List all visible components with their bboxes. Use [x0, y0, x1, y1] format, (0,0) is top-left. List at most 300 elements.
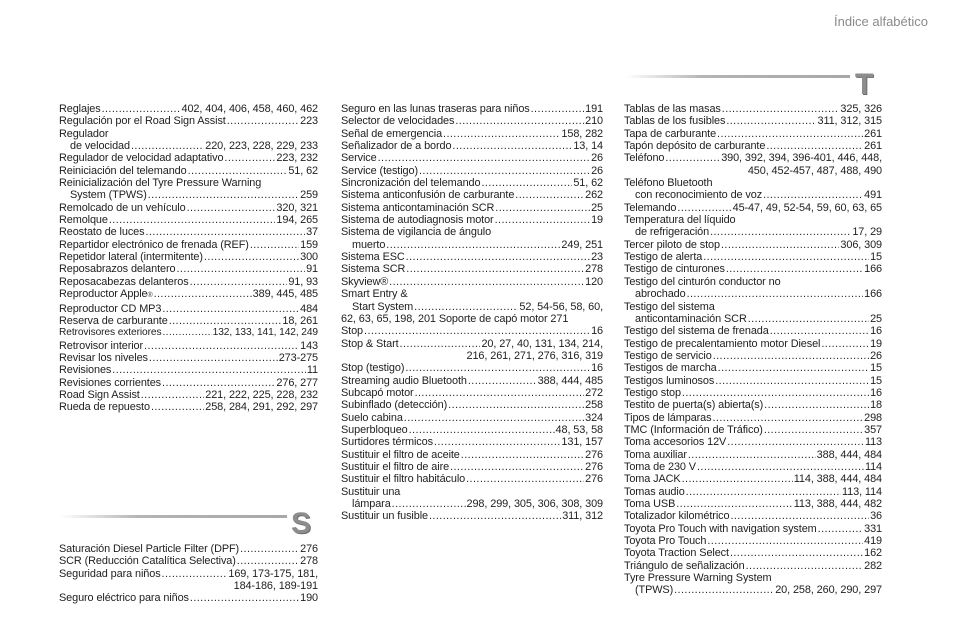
leader-dots: [151, 401, 204, 413]
index-line: [59, 251, 318, 263]
index-term: TMC (Información de Tráfico): [624, 423, 763, 436]
index-term: Repartidor electrónico de frenada (REF): [59, 238, 249, 251]
page-numbers: 221, 222, 225, 228, 232: [205, 388, 318, 401]
index-term: Testigo de precalentamiento motor Diesel: [624, 337, 821, 350]
leader-dots: [190, 276, 288, 288]
index-line: [341, 115, 603, 127]
index-entry: [624, 338, 882, 350]
index-line: [59, 152, 318, 164]
index-line: [624, 338, 882, 350]
index-term: Toma de 230 V: [624, 460, 696, 473]
index-term: Reglajes: [59, 103, 101, 115]
page-numbers: 15: [870, 374, 882, 387]
index-term: Testigo del cinturón conductor no: [624, 275, 781, 288]
index-line: [624, 350, 882, 362]
index-entry: [341, 263, 603, 275]
index-line: [624, 436, 882, 448]
index-line: [624, 128, 882, 140]
index-term: Regulación por el Road Sign Assist: [59, 115, 226, 128]
index-entry: [341, 387, 603, 399]
index-term: Seguro eléctrico para niños: [59, 592, 189, 605]
index-entry: [624, 486, 882, 498]
leader-dots: [409, 424, 555, 436]
page-numbers: 223, 232: [276, 152, 318, 165]
index-term: Selector de velocidades: [341, 115, 455, 128]
page-numbers: 249, 251: [561, 238, 603, 251]
page-numbers: 298, 299, 305, 306, 308, 309: [466, 498, 603, 510]
page-numbers: 20, 27, 40, 131, 134, 214,: [481, 337, 603, 350]
index-line: [624, 412, 882, 424]
leader-dots: [515, 189, 584, 201]
page-numbers: 51, 62: [573, 177, 603, 190]
index-line: [59, 364, 318, 376]
index-line: [624, 189, 882, 201]
page-numbers: 36: [870, 510, 882, 523]
index-term: Revisiones: [59, 364, 112, 377]
index-entry: [624, 523, 882, 535]
index-entry: [624, 572, 882, 597]
index-subterm: muerto: [352, 238, 386, 251]
page-numbers: 159: [300, 238, 318, 251]
index-term: Suelo cabina: [341, 411, 403, 424]
leader-dots: [415, 387, 585, 399]
index-line: [341, 412, 603, 424]
index-term: Rueda de repuesto: [59, 401, 150, 414]
index-entry: [59, 202, 318, 214]
leader-dots: [818, 523, 863, 535]
leader-dots: [703, 251, 869, 263]
index-line: [341, 214, 603, 226]
index-term: Subcapó motor: [341, 386, 414, 399]
index-subterm: con reconocimiento de voz: [635, 189, 763, 202]
index-term: Surtidores térmicos: [341, 436, 433, 449]
index-term: Superbloqueo: [341, 423, 408, 436]
index-term: Retrovisores exteriores: [59, 327, 162, 339]
leader-dots: [162, 303, 299, 315]
page-numbers: 261: [864, 127, 882, 140]
index-entry: [624, 510, 882, 522]
index-line: [341, 251, 603, 263]
index-subterm: lámpara: [352, 498, 391, 510]
index-line: [624, 399, 882, 411]
page-numbers: 23: [591, 251, 603, 264]
index-line: [59, 239, 318, 251]
leader-dots: [404, 412, 584, 424]
page-numbers: 113: [864, 436, 882, 449]
page-numbers: 402, 404, 406, 458, 460, 462: [181, 103, 318, 115]
index-entry: [624, 387, 882, 399]
leader-dots: [112, 364, 306, 376]
index-entry: [341, 189, 603, 201]
index-term: Seguridad para niños: [59, 567, 161, 580]
leader-dots: [145, 226, 305, 238]
index-term: Testigo de cinturones: [624, 263, 725, 276]
index-line: [59, 592, 318, 604]
index-entry: [59, 401, 318, 413]
index-line: [341, 301, 603, 313]
index-line: [624, 375, 882, 387]
leader-dots: [726, 263, 863, 275]
index-line: [624, 288, 882, 300]
index-entry: [624, 412, 882, 424]
leader-dots: [697, 461, 864, 473]
index-line: [624, 387, 882, 399]
page-numbers: 131, 157: [561, 436, 603, 449]
index-term: Sustituir una: [341, 485, 401, 498]
index-line: [59, 401, 318, 413]
index-term: Señalizador de a bordo: [341, 140, 452, 153]
section-divider-t: [625, 75, 850, 78]
index-term: Tapa de carburante: [624, 127, 717, 140]
index-line: [341, 498, 603, 510]
index-line: [341, 128, 603, 140]
page-numbers: 26: [591, 164, 603, 177]
index-line: [624, 424, 882, 436]
page-numbers: 158, 282: [561, 127, 603, 140]
leader-dots: [176, 263, 305, 275]
page-numbers: 25: [870, 312, 882, 325]
index-entry: [341, 461, 603, 473]
page-numbers: 261: [864, 140, 882, 153]
index-entry: [59, 543, 318, 555]
index-line: [341, 375, 603, 387]
index-entry: [59, 128, 318, 153]
page-numbers: 13, 14: [573, 140, 603, 153]
leader-dots: [531, 103, 585, 115]
index-entry: [341, 399, 603, 411]
index-line: [624, 473, 882, 485]
leader-dots: [149, 352, 278, 364]
section-letter-t: T: [855, 68, 874, 101]
leader-dots: [674, 584, 774, 596]
page-numbers: 166: [864, 263, 882, 276]
index-entry: [59, 263, 318, 275]
index-entry: [341, 177, 603, 189]
leader-dots: [406, 263, 584, 275]
leader-dots: [688, 449, 816, 461]
leader-dots: [400, 338, 481, 350]
index-term: Testigo de alerta: [624, 251, 703, 264]
index-entry: [59, 226, 318, 238]
index-term: Tyre Pressure Warning System: [624, 572, 772, 585]
page-numbers: 114, 388, 444, 484: [793, 473, 882, 486]
page-numbers: 91: [306, 263, 318, 276]
page-numbers: 419: [864, 535, 882, 548]
index-entry: [341, 436, 603, 448]
index-line: [624, 202, 882, 214]
leader-dots: [162, 568, 228, 580]
index-entry: [59, 568, 318, 593]
index-entry: [624, 436, 882, 448]
page-numbers: 491: [864, 189, 882, 202]
index-entry: [624, 115, 882, 127]
index-entry: [59, 103, 318, 115]
index-line: [341, 424, 603, 436]
index-entry: [59, 340, 318, 352]
index-term: Sistema anticontaminación SCR: [341, 201, 495, 214]
index-line: [341, 152, 603, 164]
index-entry: [624, 239, 882, 251]
index-line: [341, 461, 603, 473]
index-entry: [59, 555, 318, 567]
leader-dots: [746, 560, 864, 572]
index-term: Service (testigo): [341, 164, 418, 177]
index-term: Stop & Start: [341, 337, 399, 350]
index-entry: [624, 560, 882, 572]
index-entry: [341, 325, 603, 337]
index-term: Testigo de servicio: [624, 349, 712, 362]
page-numbers: 26: [870, 349, 882, 362]
index-entry: [59, 239, 318, 251]
index-line: [624, 560, 882, 572]
page-numbers: 17, 29: [852, 226, 882, 239]
index-line: [59, 543, 318, 555]
index-column-t: [624, 103, 882, 597]
leader-dots: [240, 543, 299, 555]
leader-dots: [250, 239, 299, 251]
index-line: [624, 449, 882, 461]
page-numbers: 276, 277: [276, 376, 318, 389]
page-numbers: 120: [585, 275, 603, 288]
index-term: Stop: [341, 325, 364, 338]
index-term: Regulador de velocidad adaptativo: [59, 152, 224, 165]
index-entry: [624, 301, 882, 326]
leader-dots: [721, 239, 839, 251]
index-entry: [59, 592, 318, 604]
index-term: Testigo stop: [624, 386, 681, 399]
leader-dots: [169, 315, 282, 327]
page-numbers: 272: [585, 386, 603, 399]
index-line: [59, 103, 318, 115]
index-term: Tapón depósito de carburante: [624, 140, 766, 153]
index-line: [59, 214, 318, 226]
index-line: [341, 239, 603, 251]
index-term: Revisiones corrientes: [59, 376, 162, 389]
leader-dots: [434, 436, 560, 448]
index-entry: [341, 152, 603, 164]
index-term: Tipos de lámparas: [624, 411, 712, 424]
leader-dots: [676, 498, 793, 510]
index-line: [59, 263, 318, 275]
index-entry: [341, 424, 603, 436]
index-term: Teléfono Bluetooth: [624, 177, 713, 190]
index-line: [59, 202, 318, 214]
leader-dots: [730, 510, 869, 522]
index-entry: [59, 389, 318, 401]
page-numbers: 210: [585, 115, 603, 128]
index-entry: [341, 251, 603, 263]
index-entry: [59, 377, 318, 389]
index-term: Retrovisor interior: [59, 339, 144, 352]
index-line: [341, 399, 603, 411]
index-subterm: anticontaminación SCR: [635, 312, 747, 325]
page-numbers-continued: 184-186, 189-191: [233, 580, 318, 593]
index-line: [341, 436, 603, 448]
index-line: [341, 362, 603, 374]
leader-dots: [468, 375, 537, 387]
page-numbers: 166: [864, 288, 882, 301]
index-term: Toma auxiliar: [624, 448, 687, 461]
index-term: Smart Entry &: [341, 288, 408, 301]
page-numbers: 132, 133, 141, 142, 249: [212, 327, 318, 339]
index-line: [59, 389, 318, 401]
index-entry: [341, 375, 603, 387]
index-line: [624, 510, 882, 522]
index-term: Revisar los niveles: [59, 351, 148, 364]
leader-dots: [188, 165, 288, 177]
page-numbers: 16: [591, 325, 603, 338]
leader-dots: [392, 498, 466, 510]
leader-dots: [419, 165, 590, 177]
index-entry: [59, 288, 318, 302]
page-numbers: 114: [864, 460, 882, 473]
index-term: Saturación Diesel Particle Filter (DPF): [59, 543, 240, 555]
index-term: Service: [341, 152, 377, 165]
index-entry: [59, 352, 318, 364]
index-term: Telemando: [624, 201, 677, 214]
page-numbers: 191: [585, 103, 603, 115]
leader-dots: [821, 338, 869, 350]
index-entry: [341, 412, 603, 424]
page-numbers: 52, 54-56, 58, 60,: [519, 300, 603, 313]
index-subterm: de velocidad: [70, 140, 130, 153]
index-term: Temperatura del líquido: [624, 214, 736, 227]
leader-dots: [389, 276, 584, 288]
index-entry: [341, 362, 603, 374]
index-term: Testigo del sistema: [624, 300, 715, 313]
index-term: Sistema de autodiagnosis motor: [341, 214, 494, 227]
index-line: [59, 226, 318, 238]
index-term: Stop (testigo): [341, 362, 405, 375]
index-term: Subinflado (detección): [341, 399, 448, 412]
leader-dots: [224, 152, 275, 164]
page-numbers: 258, 284, 291, 292, 297: [205, 401, 318, 414]
page-numbers: 48, 53, 58: [555, 423, 603, 436]
page-numbers: 11: [306, 364, 318, 377]
index-line: [341, 189, 603, 201]
page-numbers: 276: [585, 460, 603, 473]
page-numbers: 388, 444, 484: [816, 448, 882, 461]
leader-dots: [204, 251, 299, 263]
index-line: [624, 547, 882, 559]
index-entry: [59, 315, 318, 327]
index-term: Triángulo de señalización: [624, 559, 745, 572]
leader-dots: [717, 128, 863, 140]
leader-dots: [682, 387, 869, 399]
page-numbers: 223: [300, 115, 318, 128]
section-divider-s: [59, 515, 287, 518]
index-entry: [624, 399, 882, 411]
index-line: [59, 568, 318, 580]
index-line: [624, 115, 882, 127]
index-entry: [624, 202, 882, 214]
index-line: [624, 239, 882, 251]
index-entry: [624, 276, 882, 301]
index-term: Reostato de luces: [59, 226, 145, 239]
leader-dots: [726, 115, 816, 127]
leader-dots: [665, 152, 720, 164]
page-numbers: 276: [585, 448, 603, 461]
page-numbers: 298: [864, 411, 882, 424]
index-term: Testigos luminosos: [624, 374, 715, 387]
index-line: [59, 288, 318, 302]
leader-dots: [770, 325, 869, 337]
index-term: Sincronización del telemando: [341, 177, 481, 190]
page-numbers: 19: [870, 337, 882, 350]
page-numbers: 45-47, 49, 52-54, 59, 60, 63, 65: [732, 201, 882, 214]
index-term: Tablas de los fusibles: [624, 115, 726, 128]
index-term: Toyota Traction Select: [624, 547, 729, 560]
index-line: [624, 498, 882, 510]
page-numbers: 276: [300, 543, 318, 555]
page-numbers: 278: [300, 555, 318, 568]
leader-dots: [148, 189, 299, 201]
index-entry: [624, 214, 882, 239]
index-line: [341, 165, 603, 177]
index-term: Seguro en las lunas traseras para niños: [341, 103, 530, 115]
leader-dots: [237, 555, 299, 567]
index-term: Toyota Pro Touch: [624, 535, 707, 548]
page-numbers: 113, 114: [842, 485, 882, 498]
index-term: Testigos de marcha: [624, 362, 717, 375]
leader-dots: [713, 350, 869, 362]
page-numbers: 258: [585, 399, 603, 412]
index-term: Sistema ESC: [341, 251, 405, 264]
index-line: [341, 177, 603, 189]
index-entry: [341, 103, 603, 115]
index-line: [59, 327, 318, 339]
index-term: Testito de puerta(s) abierta(s): [624, 399, 764, 412]
leader-dots: [686, 486, 841, 498]
index-column-s: [341, 103, 603, 523]
index-line: [624, 362, 882, 374]
index-entry: [624, 498, 882, 510]
page-numbers: 278: [585, 263, 603, 276]
index-line: [624, 103, 882, 115]
page-numbers: 262: [585, 189, 603, 202]
index-entry: [624, 251, 882, 263]
index-line: [59, 315, 318, 327]
leader-dots: [405, 362, 590, 374]
page-numbers: 37: [306, 226, 318, 239]
leader-dots: [443, 128, 560, 140]
index-term: Repetidor lateral (intermitente): [59, 251, 203, 264]
leader-dots: [748, 313, 869, 325]
index-entry: [624, 128, 882, 140]
page-numbers: 325, 326: [840, 103, 882, 115]
page-numbers: 18: [870, 399, 882, 412]
index-subterm: System (TPWS): [70, 189, 147, 202]
page-numbers: 15: [870, 251, 882, 264]
index-entry: [59, 327, 318, 339]
index-term: Sistema de vigilancia de ángulo: [341, 226, 492, 239]
page-numbers: 19: [591, 214, 603, 227]
index-term: Remolque: [59, 214, 108, 227]
index-entry: [624, 177, 882, 202]
index-term: Toyota Pro Touch with navigation system: [624, 522, 817, 535]
index-line: [341, 387, 603, 399]
page-numbers-continued: 216, 261, 271, 276, 316, 319: [466, 349, 603, 362]
index-term: Streaming audio Bluetooth: [341, 374, 467, 387]
index-entry: [624, 547, 882, 559]
index-entry: [59, 152, 318, 164]
index-entry: [341, 165, 603, 177]
index-line: [59, 303, 318, 315]
page-numbers-continued: 62, 63, 65, 198, 201 Soporte de capó motor 271: [341, 312, 569, 325]
page-numbers: 484: [300, 302, 318, 315]
leader-dots: [154, 288, 252, 300]
page-numbers: 169, 173-175, 181,: [228, 567, 318, 580]
